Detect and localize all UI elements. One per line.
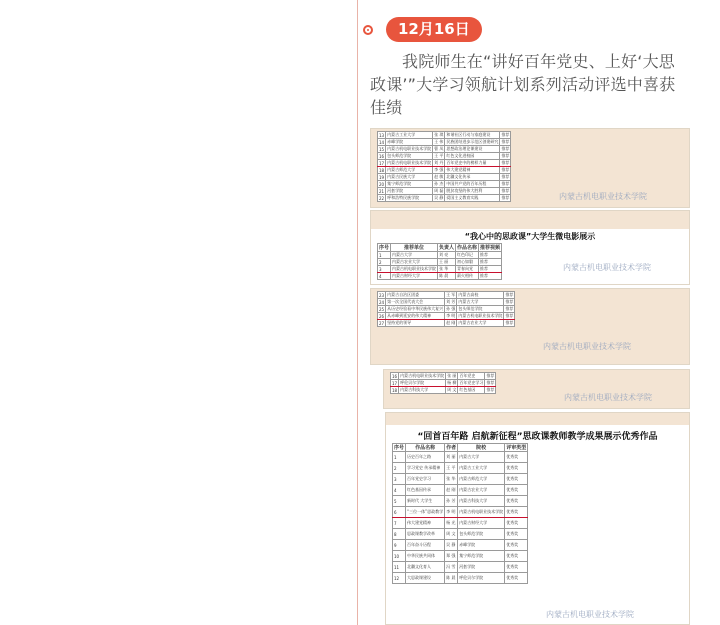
award-image-1[interactable]: 13 内蒙古工业大学 张 琪 和谐社区行动与家庭建设 推荐 14 赤峰学院 王 伟 民族团结进步示范区创建研究 推荐 15 内蒙古机电职业技术学院 曹 凤 思想政治理论课建设 推荐 16 包头师范学院 王 平 红色文化进校园 推荐 17 内蒙古机电职业技术学院 刘 丹 百年党史中的榜样力量 推荐 18 内蒙古师范大学 李 强 伟大建党精神 推荐 19 内蒙古民族大学 赵 敏 北疆文化传承 推荐 20 集宁师范学院 孙 杰 中国共产党的百年历程 推荐 21 河套学院 周 磊 脱贫攻坚的伟大胜利 推荐 22 呼和浩特民族学院 吴 静 爱国主义教育实践 推荐 内蒙古机电职业技术学院: [370, 128, 690, 208]
date-badge: 12月16日: [386, 17, 482, 42]
news-title-link[interactable]: 我院师生在“讲好百年党史、上好‘大思政课’”大学习领航计划系列活动评选中喜获佳绩: [370, 52, 676, 117]
header-video: 推荐视频: [480, 245, 501, 251]
timeline-line: [357, 0, 358, 625]
header5-type: 评审类型: [506, 445, 527, 451]
header-work: 作品名称: [457, 245, 478, 251]
award-image-5-title: “回首百年路 启航新征程”思政课教师教学成果展示优秀作品: [417, 432, 658, 442]
watermark-text: 内蒙古机电职业技术学院: [559, 192, 647, 201]
header5-author: 作者: [446, 445, 457, 451]
header-unit: 推荐单位: [391, 244, 438, 252]
award-image-5[interactable]: “回首百年路 启航新征程”思政课教师教学成果展示优秀作品 序号 作品名称 作者 院校 评审类型 1 历史百年之路 刘 丽 内蒙古大学 优秀奖 2 学习党史 传承精神 王 平 内蒙古工业大学 优秀奖 3 百年党史学习 张 华 内蒙古师范大学 优秀奖 4 红色基因传承 赵 刚 内蒙古农业大学 优秀奖 5 新时代 大学生 孙 芳 内蒙古科技大学 优秀奖 6 “三位一体”思政教学 李 明 内蒙古机电职业技术学院 优秀奖 7 伟大建党精神 杨 光 内蒙古财经大学 优秀奖 8 思政课教学改革 周 文 包头师范学院 优秀奖 9 百年奋斗历程 吴 静 赤峰学院 优秀奖 10 中华民族共同体 郑 强 集宁师范学院 优秀奖 11 北疆文化育人 冯 雪 河套学院 优秀奖 12 大思政课建设 陈 晨 呼伦贝尔学院 优秀奖 内蒙古机电职业技术学院: [385, 412, 690, 625]
award-image-4[interactable]: 16 内蒙古机电职业技术学院 张 丽 百年党史 推荐 17 呼伦贝尔学院 杨 柳 百年党史学习 推荐 18 内蒙古科技大学 周 文 红色基因 推荐 内蒙古机电职业技术学院: [383, 369, 690, 409]
watermark-text-4: 内蒙古机电职业技术学院: [564, 393, 652, 402]
timeline-dot-icon: [363, 25, 373, 35]
award-image-2-title: “我心中的思政课”大学生微电影展示: [464, 232, 596, 241]
header-lead: 负责人: [439, 245, 455, 251]
award-image-3[interactable]: 23 内蒙古自治区团委 王 军 内蒙古高校 推荐 24 第一次全国代表大会 刘 芳 内蒙古大学 推荐 25 从历史经验看中华民族伟大复兴 孙 强 包头师范学院 推荐 26 从赤峰到延安的伟大精神 李 明 内蒙古机电职业技术学院 推荐 27 坚持党的领导 赵 刚 内蒙古农业大学 推荐 内蒙古机电职业技术学院: [370, 288, 690, 365]
header5-no: 序号: [394, 445, 405, 451]
watermark-text-5: 内蒙古机电职业技术学院: [546, 610, 634, 619]
header5-school: 院校: [458, 444, 505, 452]
watermark-text-3: 内蒙古机电职业技术学院: [543, 342, 631, 351]
watermark-text-2: 内蒙古机电职业技术学院: [563, 263, 651, 272]
header-no: 序号: [379, 245, 390, 251]
header5-work: 作品名称: [406, 444, 445, 452]
award-image-2[interactable]: “我心中的思政课”大学生微电影展示 序号 推荐单位 负责人 作品名称 推荐视频 1 内蒙古大学 刘 亮 红色印记 推荐 2 内蒙古农业大学 王 丽 初心如磐 推荐 3 内蒙古机电职业技术学院 张 华 青春向党 推荐 4 内蒙古财经大学 陈 晨 薪火相传 推荐 内蒙古机电职业技术学院: [370, 210, 690, 285]
